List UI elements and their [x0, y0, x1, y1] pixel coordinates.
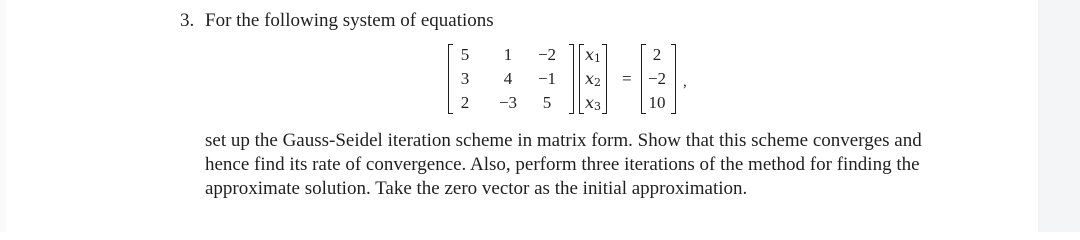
coefficient-matrix-right-bracket — [569, 44, 574, 114]
unknown-x2: $x_2$ — [584, 69, 602, 89]
unknown-x3: $x_3$ — [584, 93, 602, 113]
rhs-cell: 10 — [648, 93, 666, 112]
unknown-x1: $x_1$ — [584, 45, 602, 65]
matrix-cell: −3 — [498, 93, 518, 112]
equals-sign: = — [622, 69, 632, 88]
matrix-cell: 4 — [503, 69, 513, 88]
matrix-cell: −1 — [537, 69, 557, 88]
rhs-cell: 2 — [652, 45, 662, 64]
matrix-cell: 5 — [460, 45, 470, 64]
left-margin — [0, 0, 6, 232]
body-line: hence find its rate of convergence. Also, perform three iterations of the method for finding the — [205, 154, 920, 175]
right-margin — [1038, 0, 1080, 232]
matrix-cell: 5 — [542, 93, 552, 112]
question-lead-text: For the following system of equations — [205, 10, 494, 31]
question-body — [205, 129, 975, 201]
question-number: 3. — [180, 10, 195, 31]
body-line: approximate solution. Take the zero vector as the initial approximation. — [205, 178, 748, 199]
equation-comma: , — [683, 74, 687, 90]
matrix-cell: 3 — [460, 69, 470, 88]
matrix-cell: −2 — [537, 45, 557, 64]
matrix-cell: 2 — [460, 93, 470, 112]
body-line: set up the Gauss-Seidel iteration scheme in matrix form. Show that this scheme converges and — [205, 130, 922, 151]
rhs-cell: −2 — [647, 69, 667, 88]
matrix-cell: 1 — [503, 45, 513, 64]
